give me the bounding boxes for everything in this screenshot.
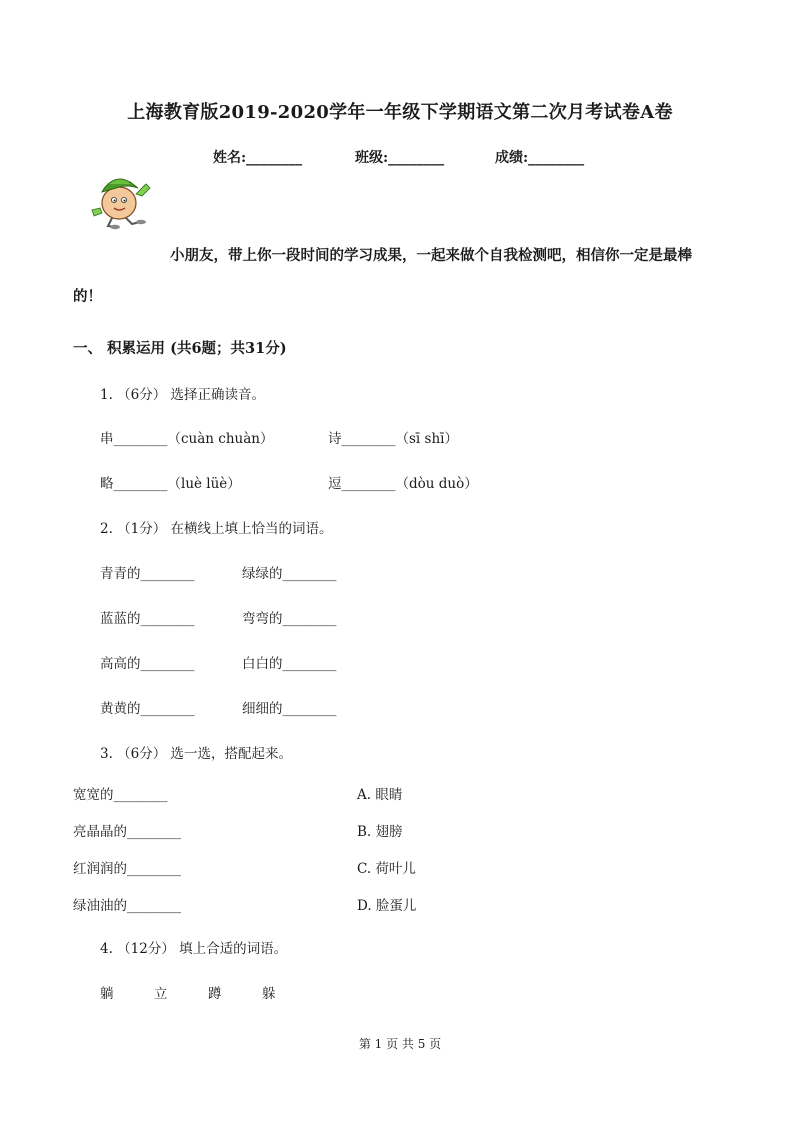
page-title: 上海教育版2019-2020学年一年级下学期语文第二次月考试卷A卷	[127, 102, 673, 123]
q3-option: D. 脸蛋儿	[357, 898, 417, 914]
q2-item: 绿绿的________	[242, 566, 337, 582]
question-2-title: 2. （1分） 在横线上填上恰当的词语。	[100, 521, 333, 537]
mascot-illustration	[86, 170, 156, 230]
section-heading: 一、 积累运用 (共6题；共31分)	[73, 340, 287, 357]
class-field: 班级:________	[355, 150, 445, 166]
q3-left-item: 红润润的________	[73, 861, 181, 877]
page-footer: 第 1 页 共 5 页	[358, 1037, 442, 1051]
q2-item: 弯弯的________	[242, 611, 337, 627]
question-1-title: 1. （6分） 选择正确读音。	[100, 387, 266, 403]
q1-item: 略________（luè lüè）	[100, 476, 241, 492]
question-4-title: 4. （12分） 填上合适的词语。	[100, 941, 288, 957]
q3-option: C. 荷叶儿	[357, 861, 416, 877]
q4-word: 立	[154, 986, 168, 1002]
q1-item: 串________（cuàn chuàn）	[100, 431, 274, 447]
q2-item: 白白的________	[242, 656, 337, 672]
q3-left-item: 绿油油的________	[73, 898, 181, 914]
question-3-title: 3. （6分） 选一选，搭配起来。	[100, 746, 293, 762]
intro-line-1: 小朋友，带上你一段时间的学习成果，一起来做个自我检测吧，相信你一定是最棒	[170, 247, 692, 264]
q2-item: 细细的________	[242, 701, 337, 717]
q2-item: 黄黄的________	[100, 701, 195, 717]
score-field: 成绩:________	[495, 150, 585, 166]
q4-word: 躺	[100, 986, 114, 1002]
q4-word: 躲	[262, 986, 276, 1002]
q1-item: 逗________（dòu duò）	[328, 476, 478, 492]
q3-option: A. 眼睛	[357, 787, 403, 803]
q4-word-list	[100, 982, 316, 1002]
q2-item: 蓝蓝的________	[100, 611, 195, 627]
name-field: 姓名:________	[213, 150, 303, 166]
q2-item: 高高的________	[100, 656, 195, 672]
q3-left-item: 宽宽的________	[73, 787, 168, 803]
q4-word: 蹲	[208, 986, 222, 1002]
q2-item: 青青的________	[100, 566, 195, 582]
q3-left-item: 亮晶晶的________	[73, 824, 181, 840]
q1-item: 诗________（sī shī）	[328, 431, 458, 447]
intro-line-2: 的！	[73, 288, 102, 305]
q3-option: B. 翅膀	[357, 824, 403, 840]
